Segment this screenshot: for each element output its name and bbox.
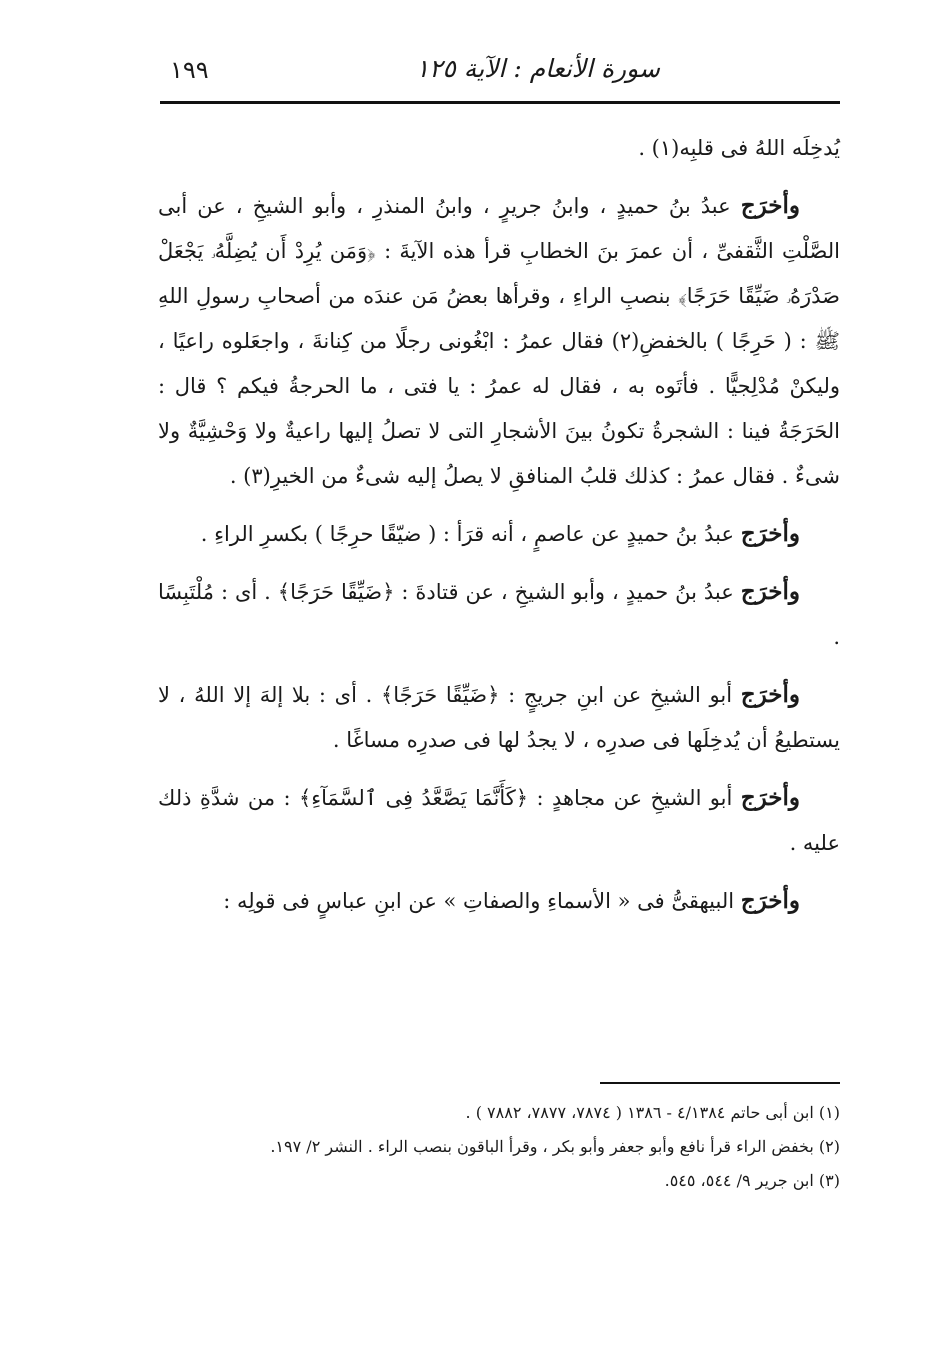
paragraph	[158, 126, 840, 171]
paragraph	[158, 511, 840, 557]
page-number: ١٩٩	[170, 56, 209, 84]
paragraph	[158, 775, 840, 866]
header-title: سورة الأنعام : الآية ١٢٥	[415, 54, 660, 83]
paragraph	[158, 569, 840, 660]
paragraph-text: البيهقىُّ فى « الأسماءِ والصفاتِ » عن ابنِ عباسٍ فى قولِه :	[223, 889, 741, 913]
footnote: (٢) بخفض الراء قرأ نافع وأبو جعفر وأبو بكر ، وقرأ الباقون بنصب الراء . النشر ٢/ ١٩٧.	[270, 1137, 840, 1156]
paragraph-keyword: وأخرَج	[740, 192, 800, 219]
footnote: (١) ابن أبى حاتم ٤/١٣٨٤ - ١٣٨٦ ( ٧٨٧٤، ٧٨٧٧، ٧٨٨٢ ) .	[465, 1103, 840, 1122]
paragraph-keyword: وأخرَج	[740, 681, 800, 708]
running-header	[160, 48, 840, 100]
paragraph-keyword: وأخرَج	[740, 520, 800, 547]
paragraph-text: عبدُ بنُ حميدٍ ، وأبو الشيخِ ، عن قتادةَ : ﴿ضَيِّقًا حَرَجًا﴾ . أى : مُلْتَبِسًا .	[158, 580, 840, 649]
paragraph	[158, 672, 840, 763]
footnote: (٣) ابن جرير ٩/ ٥٤٤، ٥٤٥.	[664, 1171, 840, 1190]
paragraph-text: أبو الشيخِ عن مجاهدٍ : ﴿كَأَنَّمَا يَصَّعَّدُ فِى ٱلسَّمَآءِ﴾ : من شدَّةِ ذلك عليه .	[158, 786, 840, 855]
paragraph	[158, 183, 840, 499]
paragraph-keyword: وأخرَج	[740, 887, 800, 914]
paragraph-text: عبدُ بنُ حميدٍ ، وابنُ جريرٍ ، وابنُ المنذرِ ، وأبو الشيخِ ، عن أبى الصَّلْتِ الثَّقفىِّ ، أن عمرَ بنَ الخطابِ قرأ هذه الآيةَ : ﴿وَمَن يُرِدْ أَن يُضِلَّهُۥ يَجْعَلْ صَدْرَهُۥ ضَيِّقًا حَرَجًا﴾ بنصبِ الراءِ ، وقرأها بعضُ مَن عندَه من أصحابِ رسولِ اللهِ ﷺ : ( حَرِجًا ) بالخفضِ(٢) فقال عمرُ : ابْغُونى رجلًا من كِنانةَ ، واجعَلوه راعيًا ، وليكنْ مُدْلِجيًّا . فأتَوه به ، فقال له عمرُ : يا فتى ، ما الحرجةُ فيكم ؟ قال : الحَرَجَةُ فينا : الشجرةُ تكونُ بينَ الأشجارِ التى لا تصلُ إليها راعيةٌ ولا وَحْشِيَّةٌ ولا شىءٌ . فقال عمرُ : كذلك قلبُ المنافقِ لا يصلُ إليه شىءٌ من الخيرِ(٣) .	[158, 194, 840, 488]
footnotes	[158, 1096, 840, 1198]
paragraph-text: أبو الشيخِ عن ابنِ جريجٍ : ﴿ضَيِّقًا حَرَجًا﴾ . أى : بلا إلهَ إلا اللهُ ، لا يستطيعُ أن يُدخِلَها فى صدرِه ، لا يجدُ لها فى صدرِه مساغًا .	[158, 683, 840, 752]
footnote-divider	[600, 1082, 840, 1084]
paragraph-text: يُدخِلَه اللهُ فى قلبِه(١) .	[638, 136, 840, 160]
header-divider	[160, 101, 840, 104]
main-text	[158, 126, 840, 936]
paragraph-text: عبدُ بنُ حميدٍ عن عاصمٍ ، أنه قرَأ : ( ضيّقًا حرِجًا ) بكسرِ الراءِ .	[200, 522, 741, 546]
paragraph-keyword: وأخرَج	[740, 784, 800, 811]
paragraph-keyword: وأخرَج	[740, 578, 800, 605]
paragraph	[158, 878, 840, 924]
